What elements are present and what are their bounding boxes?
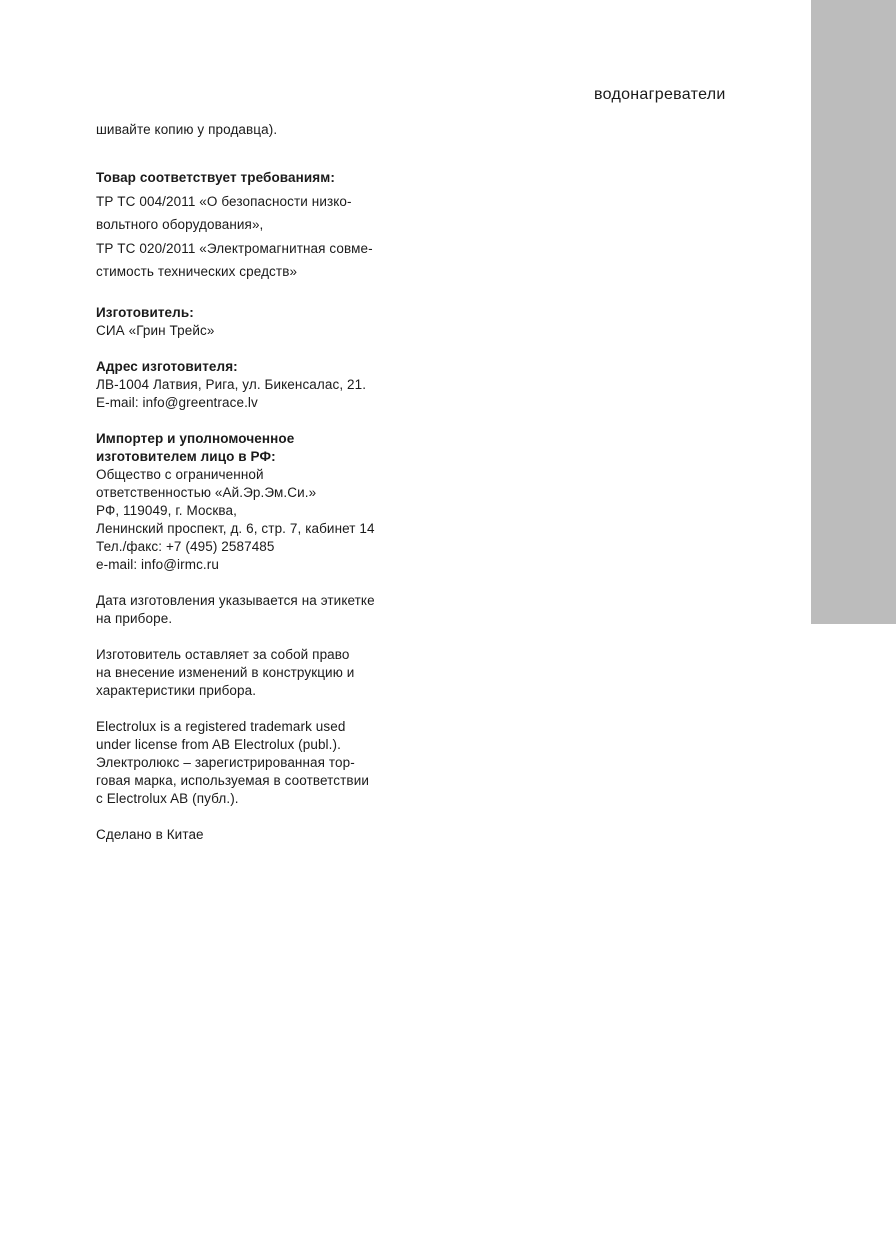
compliance-line: ТР ТС 004/2011 «О безопасности низко- [96, 193, 352, 209]
trademark-line: Электролюкс – зарегистрированная тор- [96, 755, 355, 770]
manufacturer-section [96, 304, 214, 340]
manufacturer-address-section [96, 358, 366, 412]
manufacturer-name: СИА «Грин Трейс» [96, 323, 215, 338]
compliance-line: ТР ТС 020/2011 «Электромагнитная совме- [96, 240, 373, 256]
importer-line: РФ, 119049, г. Москва, [96, 503, 237, 518]
rights-note-line: Изготовитель оставляет за собой право [96, 647, 350, 662]
importer-phone: Тел./факс: +7 (495) 2587485 [96, 539, 275, 554]
trademark-line: Electrolux is a registered trademark used [96, 719, 346, 734]
trademark-line: under license from AB Electrolux (publ.). [96, 737, 341, 752]
trademark-paragraph [96, 718, 369, 808]
importer-line: Общество с ограниченной [96, 467, 264, 482]
rights-note-paragraph [96, 646, 354, 700]
manufacturer-address-line: ЛВ-1004 Латвия, Рига, ул. Бикенсалас, 21. [96, 377, 367, 392]
compliance-section [96, 166, 373, 284]
compliance-line: вольтного оборудования», [96, 217, 264, 232]
compliance-heading: Товар соответствует требованиям: [96, 170, 335, 185]
manufacturer-email: E-mail: info@greentrace.lv [96, 395, 258, 410]
importer-section [96, 430, 375, 574]
production-date-paragraph [96, 592, 375, 628]
rights-note-line: характеристики прибора. [96, 683, 257, 698]
side-tab-bar [811, 0, 896, 624]
production-date-line: Дата изготовления указывается на этикетке [96, 593, 375, 608]
importer-heading: Импортер и уполномоченное [96, 431, 295, 446]
intro-tail-text: шивайте копию у продавца). [96, 122, 278, 137]
trademark-line: с Electrolux AB (публ.). [96, 791, 239, 806]
origin-paragraph [96, 826, 204, 844]
rights-note-line: на внесение изменений в конструкцию и [96, 665, 355, 680]
importer-line: ответственностью «Ай.Эр.Эм.Си.» [96, 485, 317, 500]
production-date-line: на приборе. [96, 611, 173, 626]
intro-tail-paragraph [96, 121, 277, 139]
compliance-line: стимость технических средств» [96, 264, 298, 279]
trademark-line: говая марка, используемая в соответствии [96, 773, 369, 788]
country-of-origin: Сделано в Китае [96, 827, 204, 842]
section-category-label: водонагреватели [594, 86, 726, 103]
importer-email: e-mail: info@irmc.ru [96, 557, 219, 572]
manufacturer-address-heading: Адрес изготовителя: [96, 359, 238, 374]
importer-heading: изготовителем лицо в РФ: [96, 449, 276, 464]
importer-line: Ленинский проспект, д. 6, стр. 7, кабинет 14 [96, 521, 375, 536]
manufacturer-heading: Изготовитель: [96, 305, 194, 320]
